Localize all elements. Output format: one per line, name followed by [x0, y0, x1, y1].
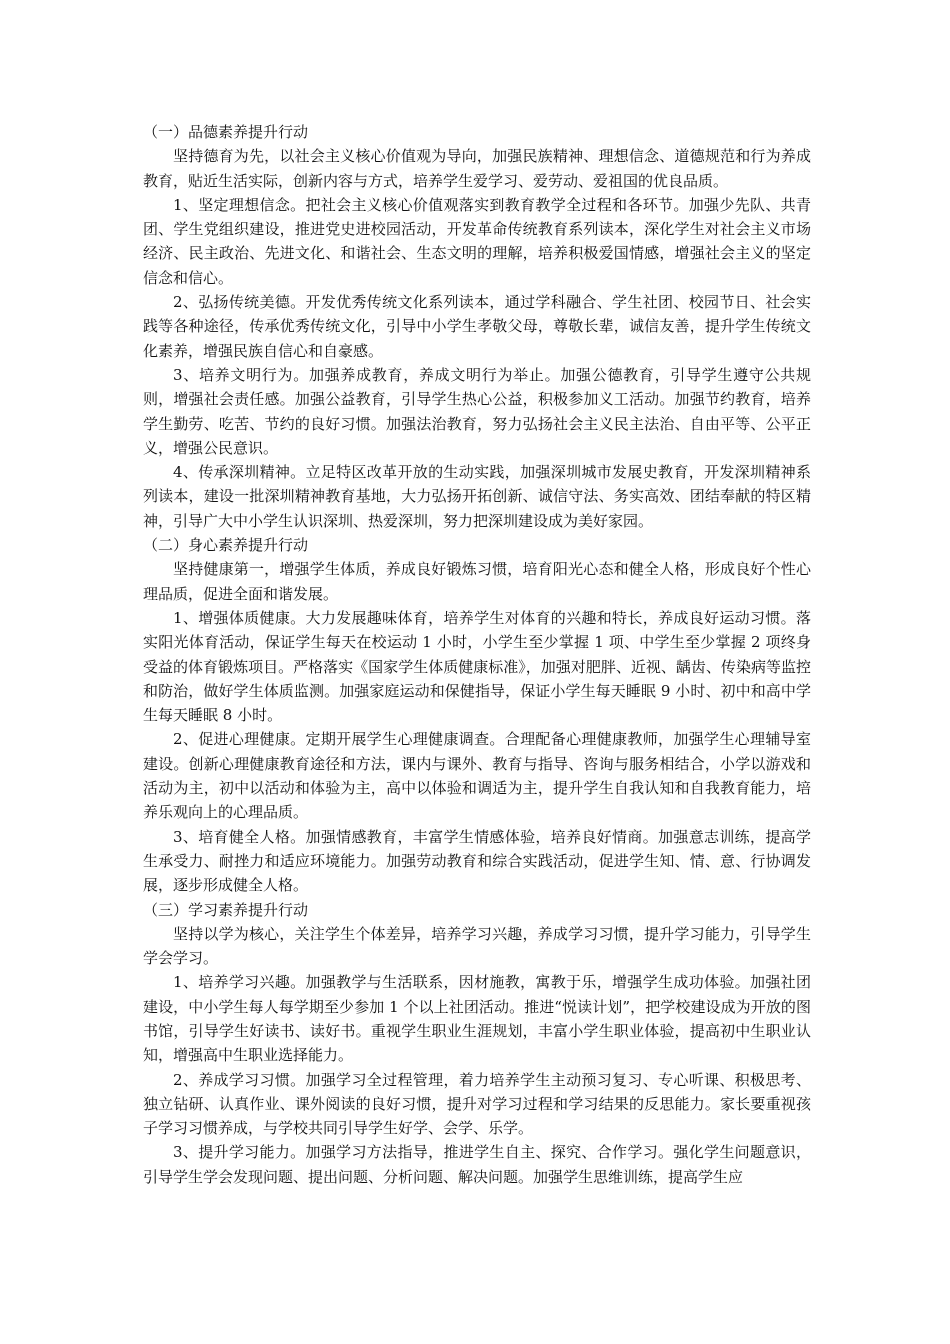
- paragraph: 2、弘扬传统美德。开发优秀传统文化系列读本，通过学科融合、学生社团、校园节日、社会实践等各种途径，传承优秀传统文化，引导中小学生孝敬父母，尊敬长辈，诚信友善，提升学生传统文化素养，增强民族自信心和自豪感。: [143, 293, 811, 360]
- paragraph: 3、提升学习能力。加强学习方法指导，推进学生自主、探究、合作学习。强化学生问题意识，引导学生学会发现问题、提出问题、分析问题、解决问题。加强学生思维训练，提高学生应: [143, 1143, 811, 1186]
- paragraph: 4、传承深圳精神。立足特区改革开放的生动实践，加强深圳城市发展史教育，开发深圳精神系列读本，建设一批深圳精神教育基地，大力弘扬开拓创新、诚信守法、务实高效、团结奉献的特区精神，引导广大中小学生认识深圳、热爱深圳，努力把深圳建设成为美好家园。: [143, 463, 811, 530]
- paragraph: 1、增强体质健康。大力发展趣味体育，培养学生对体育的兴趣和特长，养成良好运动习惯。落实阳光体育活动，保证学生每天在校运动 1 小时，小学生至少掌握 1 项、中学生至少掌握 2 项终身受益的体育锻炼项目。严格落实《国家学生体质健康标准》，加强对肥胖、近视、龋齿、传染病等监控和防治，做好学生体质监测。加强家庭运动和保健指导，保证小学生每天睡眠 9 小时、初中和高中学生每天睡眠 8 小时。: [143, 608, 811, 725]
- paragraph: 坚持以学为核心，关注学生个体差异，培养学习兴趣，养成学习习惯，提升学习能力，引导学生学会学习。: [143, 924, 811, 968]
- paragraph: 2、养成学习习惯。加强学习全过程管理，着力培养学生主动预习复习、专心听课、积极思考、独立钻研、认真作业、课外阅读的良好习惯，提升对学习过程和学习结果的反思能力。家长要重视孩子学习习惯养成，与学校共同引导学生好学、会学、乐学。: [143, 1070, 811, 1138]
- paragraph: 1、坚定理想信念。把社会主义核心价值观落实到教育教学全过程和各环节。加强少先队、共青团、学生党组织建设，推进党史进校园活动，开发革命传统教育系列读本，深化学生对社会主义市场经济、民主政治、先进文化、和谐社会、生态文明的理解，培养积极爱国情感，增强社会主义的坚定信念和信心。: [143, 195, 811, 287]
- paragraph: 坚持健康第一，增强学生体质，养成良好锻炼习惯，培育阳光心态和健全人格，形成良好个性心理品质，促进全面和谐发展。: [143, 560, 811, 603]
- paragraph: 2、促进心理健康。定期开展学生心理健康调查。合理配备心理健康教师，加强学生心理辅导室建设。创新心理健康教育途径和方法，课内与课外、教育与指导、咨询与服务相结合，小学以游戏和活动为主，初中以活动和体验为主，高中以体验和调适为主，提升学生自我认知和自我教育能力，培养乐观向上的心理品质。: [143, 730, 811, 822]
- paragraph: 3、培育健全人格。加强情感教育，丰富学生情感体验，培养良好情商。加强意志训练，提高学生承受力、耐挫力和适应环境能力。加强劳动教育和综合实践活动，促进学生知、情、意、行协调发展，逐步形成健全人格。: [143, 827, 811, 895]
- section-heading: （三）学习素养提升行动: [143, 900, 309, 919]
- paragraph: 坚持德育为先，以社会主义核心价值观为导向，加强民族精神、理想信念、道德规范和行为养成教育，贴近生活实际，创新内容与方式，培养学生爱学习、爱劳动、爱祖国的优良品质。: [143, 147, 811, 190]
- section-heading: （二）身心素养提升行动: [143, 536, 309, 555]
- paragraph: 3、培养文明行为。加强养成教育，养成文明行为举止。加强公德教育，引导学生遵守公共规则，增强社会责任感。加强公益教育，引导学生热心公益，积极参加义工活动。加强节约教育，培养学生勤劳、吃苦、节约的良好习惯。加强法治教育，努力弘扬社会主义民主法治、自由平等、公平正义，增强公民意识。: [143, 365, 811, 457]
- document-body: [143, 120, 811, 1189]
- section-heading: （一）品德素养提升行动: [143, 123, 309, 141]
- paragraph: 1、培养学习兴趣。加强教学与生活联系，因材施教，寓教于乐，增强学生成功体验。加强社团建设，中小学生每人每学期至少参加 1 个以上社团活动。推进“悦读计划”，把学校建设成为开放的图书馆，引导学生好读书、读好书。重视学生职业生涯规划，丰富小学生职业体验，提高初中生职业认知，增强高中生职业选择能力。: [143, 973, 811, 1065]
